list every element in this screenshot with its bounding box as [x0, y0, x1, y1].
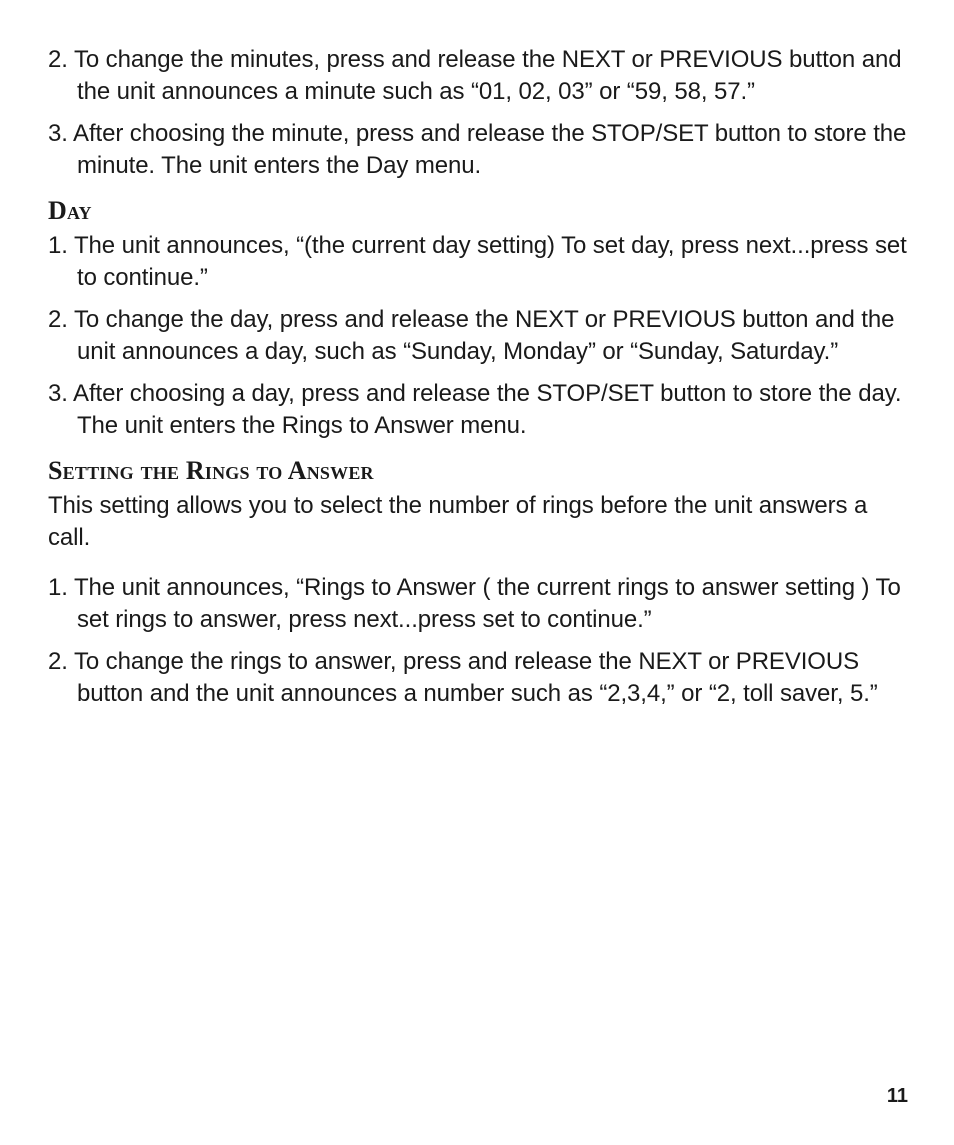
- section-heading-rings-to-answer: Setting the Rings to Answer: [48, 456, 374, 485]
- minute-step-2: 2. To change the minutes, press and release the NEXT or PREVIOUS button and the unit announces a minute such as “01, 02, 03” or “59, 58, 57.”: [48, 46, 902, 105]
- rings-step-1: 1. The unit announces, “Rings to Answer ( the current rings to answer setting ) To set rings to answer, press next...press set to continue.”: [48, 574, 901, 633]
- day-step-2: 2. To change the day, press and release the NEXT or PREVIOUS button and the unit announces a day, such as “Sunday, Monday” or “Sunday, Saturday.”: [48, 306, 895, 365]
- day-step-3: 3. After choosing a day, press and release the STOP/SET button to store the day. The unit enters the Rings to Answer menu.: [48, 380, 902, 439]
- day-step-1: 1. The unit announces, “(the current day setting) To set day, press next...press set to continue.”: [48, 232, 907, 291]
- section-heading-day: Day: [48, 196, 92, 225]
- page-number: 11: [886, 1085, 908, 1107]
- rings-step-2: 2. To change the rings to answer, press and release the NEXT or PREVIOUS button and the unit announces a number such as “2,3,4,” or “2, toll saver, 5.”: [48, 648, 878, 707]
- manual-page-body: [48, 44, 914, 720]
- rings-intro-paragraph: This setting allows you to select the number of rings before the unit answers a call.: [48, 492, 868, 551]
- minute-step-3: 3. After choosing the minute, press and release the STOP/SET button to store the minute. The unit enters the Day menu.: [48, 120, 907, 179]
